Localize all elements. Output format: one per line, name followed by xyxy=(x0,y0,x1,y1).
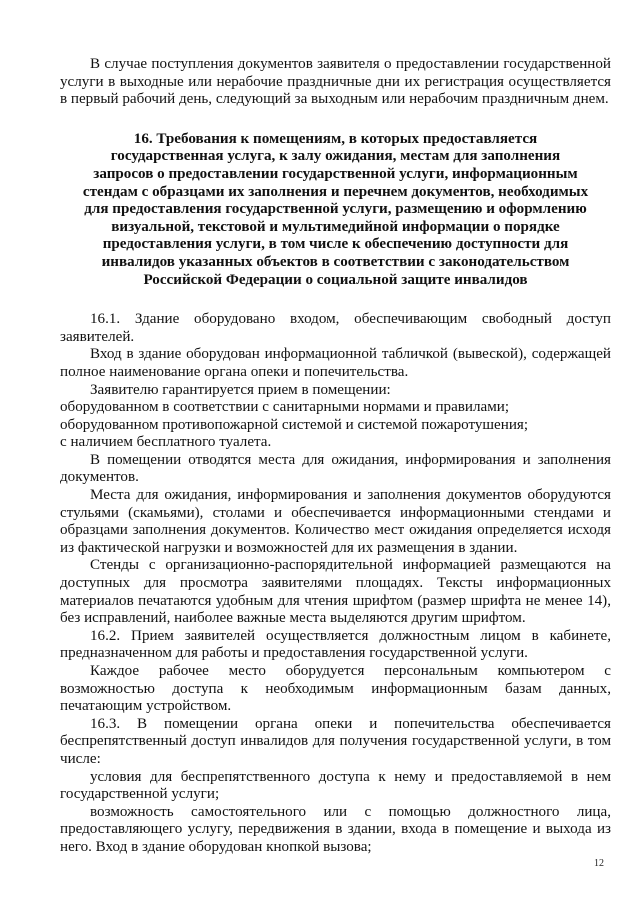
document-page xyxy=(60,56,611,857)
list-item: с наличием бесплатного туалета. xyxy=(60,434,272,451)
paragraph: Стенды с организационно-распорядительной информацией размещаются на доступных для просмотра заявителями площадях. Тексты информационных материалов печатаются удобным для чтения шрифтом (размер шрифта не менее 14), без исправлений, наиболее важные места выделяются другим шрифтом. xyxy=(60,557,611,627)
page-number: 12 xyxy=(594,858,604,869)
intro-paragraph: В случае поступления документов заявителя о предоставлении государственной услуги в выходные или нерабочие праздничные дни их регистрация осуществляется в первый рабочий день, следующий за выходным или нерабочим праздничным днем. xyxy=(60,56,611,108)
paragraph: условия для беспрепятственного доступа к нему и предоставляемой в нем государственной услуги; xyxy=(60,768,611,803)
heading-line: Российской Федерации о социальной защите инвалидов xyxy=(143,271,528,288)
heading-line: визуальной, текстовой и мультимедийной информации о порядке xyxy=(111,218,560,235)
heading-line: стендам с образцами их заполнения и перечнем документов, необходимых xyxy=(82,183,589,200)
paragraph: 16.2. Прием заявителей осуществляется должностным лицом в кабинете, предназначенном для работы и предоставления государственной услуги. xyxy=(60,627,611,662)
list-item: оборудованном в соответствии с санитарными нормами и правилами; xyxy=(60,399,510,416)
paragraph: Каждое рабочее место оборудуется персональным компьютером с возможностью доступа к необходимым информационным базам данных, печатающим устройством. xyxy=(60,663,611,715)
heading-line: запросов о предоставлении государственной услуги, информационным xyxy=(93,165,578,182)
paragraph: 16.1. Здание оборудовано входом, обеспечивающим свободный доступ заявителей. xyxy=(60,311,611,345)
paragraph: возможность самостоятельного или с помощью должностного лица, предоставляющего услугу, передвижения в здании, входа в помещение и выхода из него. Вход в здание оборудован кнопкой вызова; xyxy=(60,803,611,855)
list-item: оборудованном противопожарной системой и системой пожаротушения; xyxy=(60,416,529,433)
heading-line: предоставления услуги, в том числе к обеспечению доступности для xyxy=(102,236,569,253)
section-heading xyxy=(60,131,611,289)
heading-line: 16. Требования к помещениям, в которых предоставляется xyxy=(133,130,538,147)
paragraph: В помещении отводятся места для ожидания, информирования и заполнения документов. xyxy=(60,451,611,486)
heading-line: государственная услуга, к залу ожидания, местам для заполнения xyxy=(110,148,561,165)
paragraph: Вход в здание оборудован информационной табличкой (вывеской), содержащей полное наименование органа опеки и попечительства. xyxy=(60,346,611,380)
heading-line: инвалидов указанных объектов в соответствии с законодательством xyxy=(101,253,570,270)
paragraph: Заявителю гарантируется прием в помещении: xyxy=(90,381,391,398)
paragraph: 16.3. В помещении органа опеки и попечительства обеспечивается беспрепятственный доступ инвалидов для получения государственной услуги, в том числе: xyxy=(60,715,611,767)
heading-line: для предоставления государственной услуги, размещению и оформлению xyxy=(84,201,587,218)
paragraph: Места для ожидания, информирования и заполнения документов оборудуются стульями (скамьями), столами и обеспечивается информационными стендами и образцами заполнения документов. Количество мест ожидания определяется исходя из фактической нагрузки и возможностей для их размещения в здании. xyxy=(60,487,611,556)
body-text xyxy=(60,311,611,856)
